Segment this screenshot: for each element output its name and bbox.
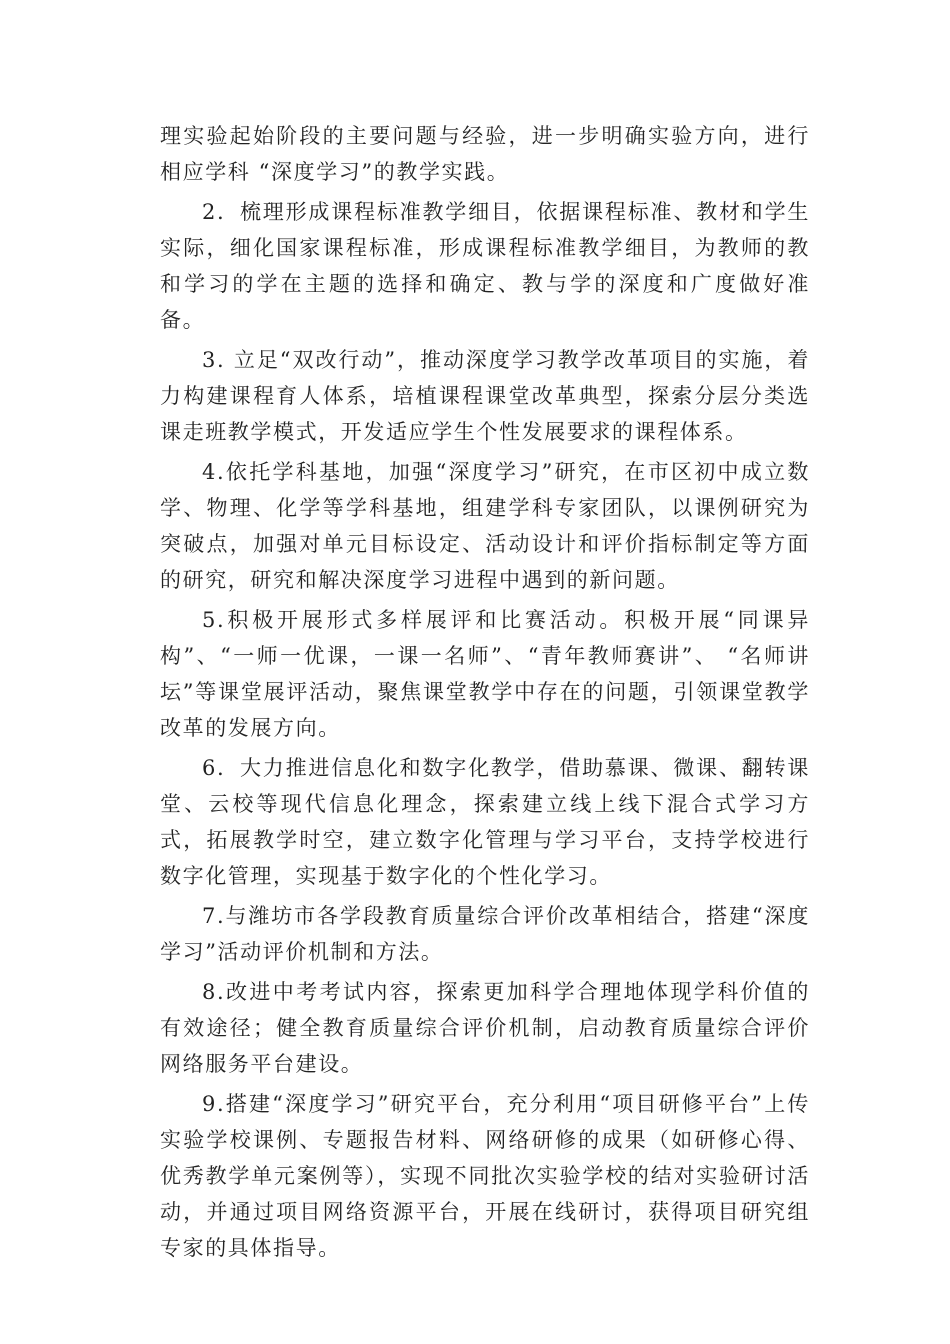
- paragraph-continuation: 理实验起始阶段的主要问题与经验，进一步明确实验方向，进行相应学科 “深度学习”的教学实践。: [160, 124, 810, 184]
- document-page: [160, 118, 810, 1270]
- paragraph-item-7: 7.与潍坊市各学段教育质量综合评价改革相结合，搭建“深度学习”活动评价机制和方法。: [160, 904, 810, 964]
- paragraph-item-6: 6．大力推进信息化和数字化教学，借助慕课、微课、翻转课堂、云校等现代信息化理念，探索建立线上线下混合式学习方式，拓展教学时空，建立数字化管理与学习平台，支持学校进行数字化管理，实现基于数字化的个性化学习。: [160, 756, 810, 888]
- paragraph-item-3: 3. 立足“双改行动”，推动深度学习教学改革项目的实施，着力构建课程育人体系，培植课程课堂改革典型，探索分层分类选课走班教学模式，开发适应学生个性发展要求的课程体系。: [160, 348, 810, 444]
- paragraph-item-4: 4.依托学科基地，加强“深度学习”研究，在市区初中成立数学、物理、化学等学科基地，组建学科专家团队，以课例研究为突破点，加强对单元目标设定、活动设计和评价指标制定等方面的研究，研究和解决深度学习进程中遇到的新问题。: [160, 460, 810, 592]
- paragraph-item-5: 5.积极开展形式多样展评和比赛活动。积极开展“同课异构”、“一师一优课，一课一名师”、“青年教师赛讲”、 “名师讲坛”等课堂展评活动，聚焦课堂教学中存在的问题，引领课堂教学改革的发展方向。: [160, 608, 810, 740]
- paragraph-item-9: 9.搭建“深度学习”研究平台，充分利用“项目研修平台”上传实验学校课例、专题报告材料、网络研修的成果（如研修心得、优秀教学单元案例等），实现不同批次实验学校的结对实验研讨活动，并通过项目网络资源平台，开展在线研讨，获得项目研究组专家的具体指导。: [160, 1092, 810, 1260]
- paragraph-item-8: 8.改进中考考试内容，探索更加科学合理地体现学科价值的有效途径；健全教育质量综合评价机制，启动教育质量综合评价网络服务平台建设。: [160, 980, 810, 1076]
- paragraph-item-2: 2．梳理形成课程标准教学细目，依据课程标准、教材和学生实际，细化国家课程标准，形成课程标准教学细目，为教师的教和学习的学在主题的选择和确定、教与学的深度和广度做好准备。: [160, 200, 810, 332]
